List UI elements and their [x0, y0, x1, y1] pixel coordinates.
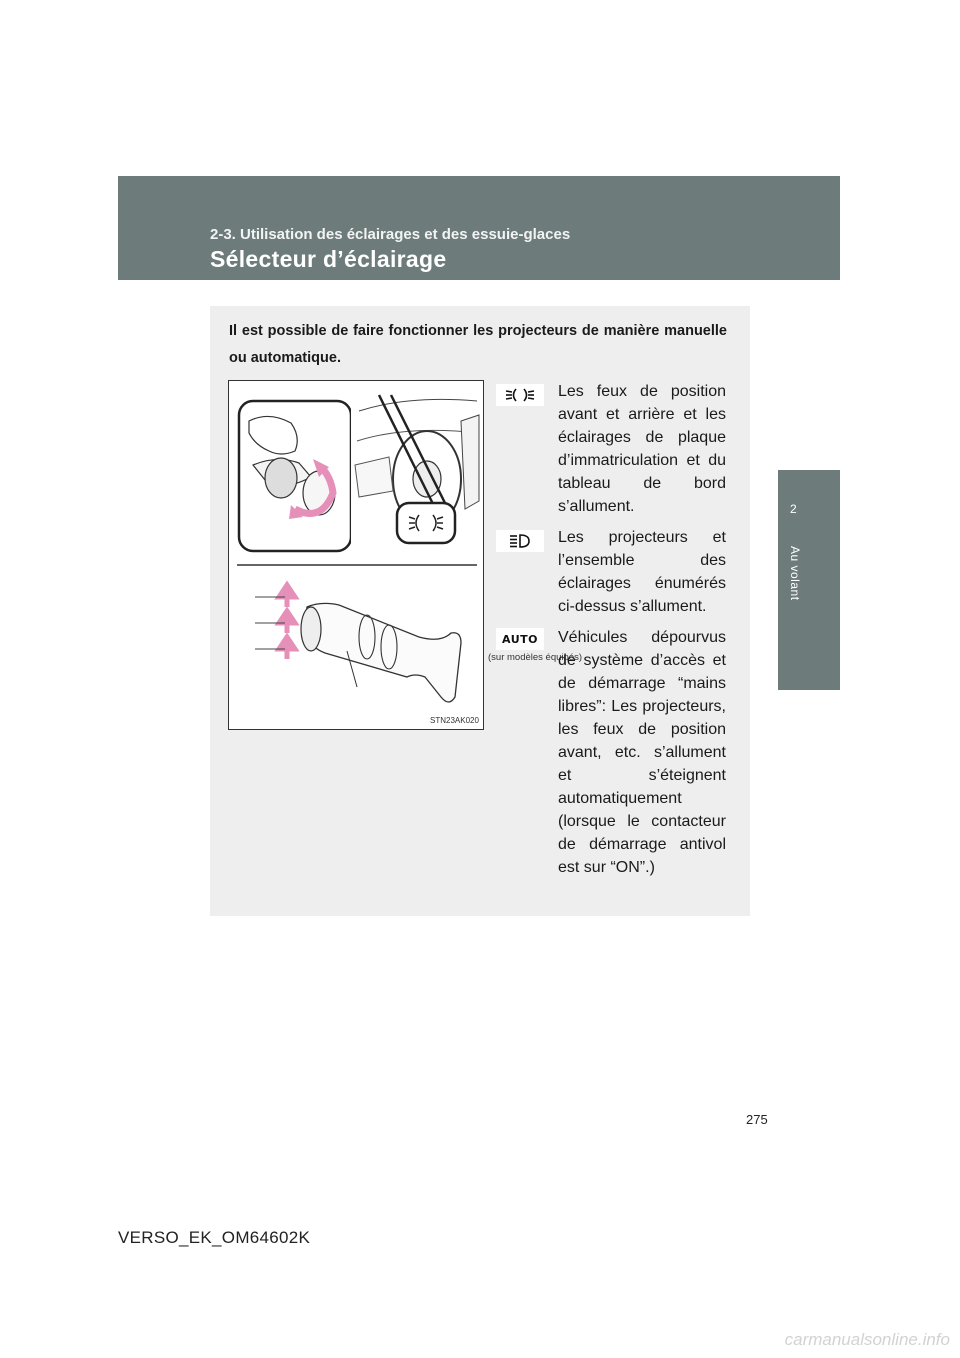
item-description-headlights: Les projecteurs et l’ensemble des éclairages énumérés ci-dessus s’allument. [558, 529, 726, 615]
section-heading: 2-3. Utilisation des éclairages et des essuie-glaces [210, 226, 571, 243]
item-description-auto: Véhicules dépourvus de système d’accès et de démarrage “mains libres”: Les projecteurs, les feux de position avant, etc. s’allument et s’éteignent automatiquement (lorsque le contacteur de démarrage antivol est sur “ON”.) [558, 629, 726, 876]
auto-icon [496, 628, 544, 650]
chapter-tab [778, 470, 840, 536]
document-code: VERSO_EK_OM64602K [118, 1228, 311, 1247]
light-switch-illustration [229, 381, 483, 729]
page-number: 275 [746, 1112, 768, 1127]
chapter-number: 2 [790, 502, 797, 516]
chapter-label-wrap [788, 546, 808, 676]
auto-badge-text: AUTO [502, 632, 538, 646]
chapter-label: Au volant [788, 546, 802, 601]
page-title: Sélecteur d’éclairage [210, 246, 447, 272]
intro-text: Il est possible de faire fonctionner les projecteurs de manière manuelle ou automatique. [229, 323, 727, 366]
headlight-icon [496, 530, 544, 552]
figure-code: STN23AK020 [430, 716, 479, 725]
light-switch-figure [228, 380, 484, 730]
item-description-position-lights: Les feux de position avant et arrière et les éclairages de plaque d’immatriculation et du tableau de bord s’allument. [558, 383, 726, 515]
position-lights-icon [496, 384, 544, 406]
watermark: carmanualsonline.info [784, 1330, 950, 1349]
equipment-note: (sur modèles équipés) [488, 652, 582, 663]
